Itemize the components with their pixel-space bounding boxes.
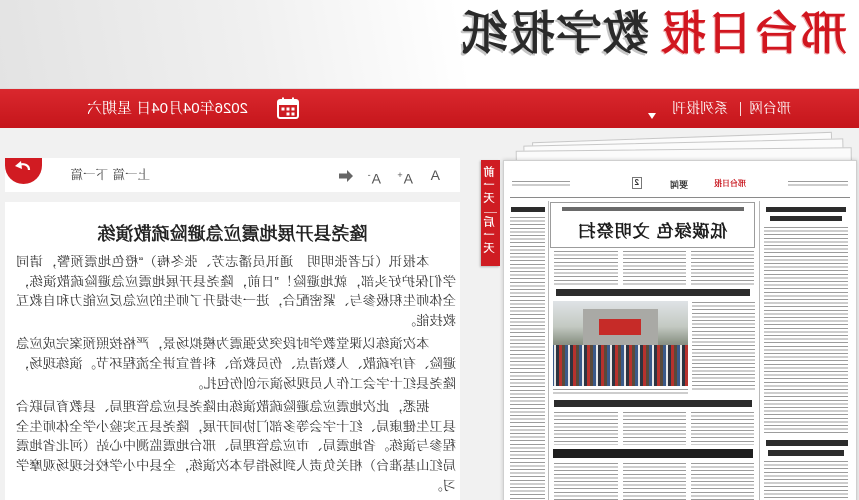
page-header-rule	[510, 197, 850, 198]
text-block	[764, 461, 848, 500]
font-smaller-button[interactable]	[368, 158, 381, 196]
text-block	[554, 251, 618, 285]
logo-title-black: 数字报纸	[461, 8, 649, 59]
kicker-line	[562, 207, 744, 211]
page-header-text	[788, 181, 848, 187]
text-block	[623, 251, 686, 285]
font-default-button[interactable]: A	[430, 167, 440, 183]
return-button[interactable]	[5, 158, 42, 184]
headline-block[interactable]	[553, 449, 753, 458]
font-larger-mark: +	[397, 170, 403, 180]
newspaper-page[interactable]	[503, 160, 857, 500]
nav-separator	[740, 102, 741, 116]
day-switch-ribbon	[481, 160, 500, 266]
site-link[interactable]: 邢台网	[749, 100, 791, 116]
text-block	[623, 412, 686, 445]
photo-banner	[599, 319, 641, 335]
column-rule	[759, 201, 760, 500]
article-title: 隆尧县开展地震应急避险疏散演练	[97, 224, 368, 244]
logo-title-red: 邢台日报	[659, 8, 847, 59]
text-block	[510, 217, 545, 500]
prev-article-link[interactable]: 上一篇	[112, 168, 150, 182]
font-larger-button[interactable]	[397, 158, 413, 196]
text-block	[623, 463, 686, 500]
page-masthead: 邢台日报	[714, 179, 746, 188]
text-block	[691, 412, 754, 445]
lead-headline[interactable]: 低碳绿色 文明祭扫	[577, 222, 728, 241]
ribbon-divider	[484, 212, 497, 213]
chevron-down-icon[interactable]	[648, 106, 656, 122]
article-paragraph: 本报讯（记者张明明 通讯员潘志芳、张冬梅）“橙色地震预警，请同学们保护好头部，就地避险！”日前，隆尧县开展地震应急避险疏散演练，全体师生积极参与、紧密配合，进一步提升了师生的应急反应能力和自救互救技能。	[16, 254, 456, 328]
nav-bar	[0, 89, 859, 128]
site-logo[interactable]	[461, 7, 847, 61]
page-number: 2	[632, 177, 642, 189]
font-smaller-letter: A	[371, 170, 381, 187]
page-section: 要闻	[669, 180, 688, 190]
issue-date: 2026年04月04日 星期六	[87, 100, 248, 117]
headline-block[interactable]	[554, 400, 752, 407]
news-photo[interactable]	[553, 301, 688, 386]
text-block	[691, 463, 754, 500]
headline-block[interactable]	[768, 450, 844, 456]
next-article-link[interactable]: 下一篇	[70, 168, 108, 182]
text-block	[554, 463, 618, 500]
site-header	[0, 0, 859, 89]
article-paragraph: 本次演练以课堂教学时段突发强震为模拟场景，严格按照预案完成应急避险、有序疏散、人数清点、伤员救治、科普宣讲全流程环节。演练现场，隆尧县红十字会工作人员现场演示创伤包扎。	[16, 336, 456, 391]
prev-day-button[interactable]: 前一天	[484, 166, 496, 205]
photo-crowd	[553, 345, 688, 386]
headline-block[interactable]	[766, 207, 846, 212]
text-block	[692, 302, 755, 392]
article-panel	[5, 202, 460, 500]
text-block	[691, 251, 754, 285]
text-block	[554, 412, 618, 445]
photo-caption	[553, 389, 688, 396]
font-smaller-mark: -	[367, 170, 371, 180]
calendar-icon[interactable]	[276, 96, 300, 123]
headline-block[interactable]	[511, 207, 545, 212]
column-rule	[548, 201, 549, 500]
headline-block[interactable]	[766, 440, 848, 446]
next-day-button[interactable]: 后一天	[484, 216, 496, 255]
text-block	[764, 227, 848, 433]
article-paragraph: 据悉，此次地震应急避险疏散演练由隆尧县应急管理局、县教育局联合县卫生健康局、红十字会等多部门协同开展，隆尧县五实验小学全体师生全程参与演练。省地震局、市应急管理局、邢台地震监测中心站（河北省地震局红山基准台）相关负责人到场指导本次演练，全县中小学校长现场观摩学习。	[16, 399, 456, 493]
article-toolbar	[5, 158, 460, 192]
return-icon	[15, 161, 32, 181]
arrow-icon[interactable]	[339, 169, 353, 187]
font-larger-letter: A	[403, 170, 413, 187]
page-header-text	[512, 181, 570, 187]
series-menu[interactable]: 系列报刊	[672, 100, 728, 116]
headline-block[interactable]	[556, 289, 750, 296]
headline-block[interactable]	[770, 216, 842, 221]
article-body	[16, 252, 456, 499]
